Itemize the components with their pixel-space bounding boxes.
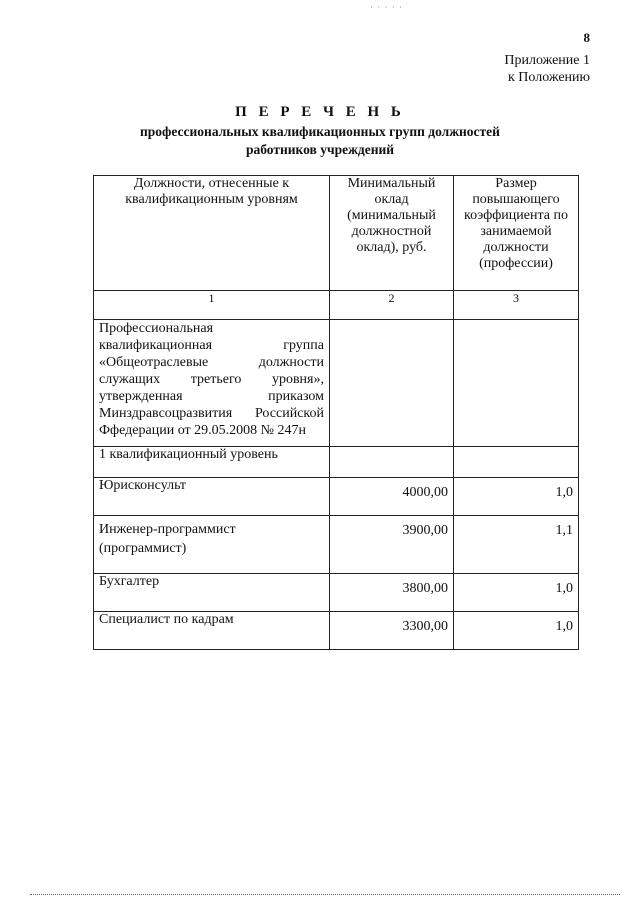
appendix-line: к Положению (507, 70, 590, 85)
empty-cell (454, 447, 579, 478)
position-name: Специалист по кадрам (94, 612, 330, 650)
table-row (94, 612, 579, 650)
column-number: 2 (330, 291, 454, 320)
header-min-salary: Минимальный оклад (минимальный должностной оклад), руб. (330, 176, 454, 291)
group-description (94, 320, 330, 447)
position-name: Юрисконсульт (94, 478, 330, 516)
column-number: 1 (94, 291, 330, 320)
header-coefficient: Размер повышающего коэффициента по занимаемой должности (профессии) (454, 176, 579, 291)
table-row (94, 574, 579, 612)
table-header-row (94, 176, 579, 291)
appendix-reference (504, 52, 590, 86)
coefficient-value: 1,1 (454, 516, 579, 574)
subtitle-line: работников учреждений (245, 142, 395, 157)
group-text: Профессиональная квалификационная группа «Общеотраслевые должности служащих третьего уровня», утвержденная приказом Минздравсоцразвития Российской Ффедерации от 29.05.2008 № 247н (99, 321, 324, 438)
salary-value: 3300,00 (330, 612, 454, 650)
level-label: 1 квалификационный уровень (94, 447, 330, 478)
salary-value: 3800,00 (330, 574, 454, 612)
position-name: Инженер-программист (программист) (94, 516, 330, 574)
header-positions: Должности, отнесенные к квалификационным уровням (94, 176, 330, 291)
coefficient-value: 1,0 (454, 478, 579, 516)
coefficient-value: 1,0 (454, 612, 579, 650)
column-number: 3 (454, 291, 579, 320)
qualification-table (93, 175, 579, 650)
column-number-row (94, 291, 579, 320)
group-row (94, 320, 579, 447)
document-subtitle (0, 123, 640, 159)
empty-cell (454, 320, 579, 447)
document-title: П Е Р Е Ч Е Н Ь (235, 104, 405, 120)
page-number: 8 (583, 30, 590, 45)
salary-value: 3900,00 (330, 516, 454, 574)
appendix-line: Приложение 1 (504, 53, 590, 68)
level-row (94, 447, 579, 478)
salary-value: 4000,00 (330, 478, 454, 516)
position-name: Бухгалтер (94, 574, 330, 612)
empty-cell (330, 320, 454, 447)
table-row (94, 478, 579, 516)
empty-cell (330, 447, 454, 478)
coefficient-value: 1,0 (454, 574, 579, 612)
scan-marks: · · · · · (370, 2, 403, 12)
subtitle-line: профессиональных квалификационных групп должностей (140, 124, 500, 139)
scan-edge-line (30, 894, 620, 895)
table-row (94, 516, 579, 574)
